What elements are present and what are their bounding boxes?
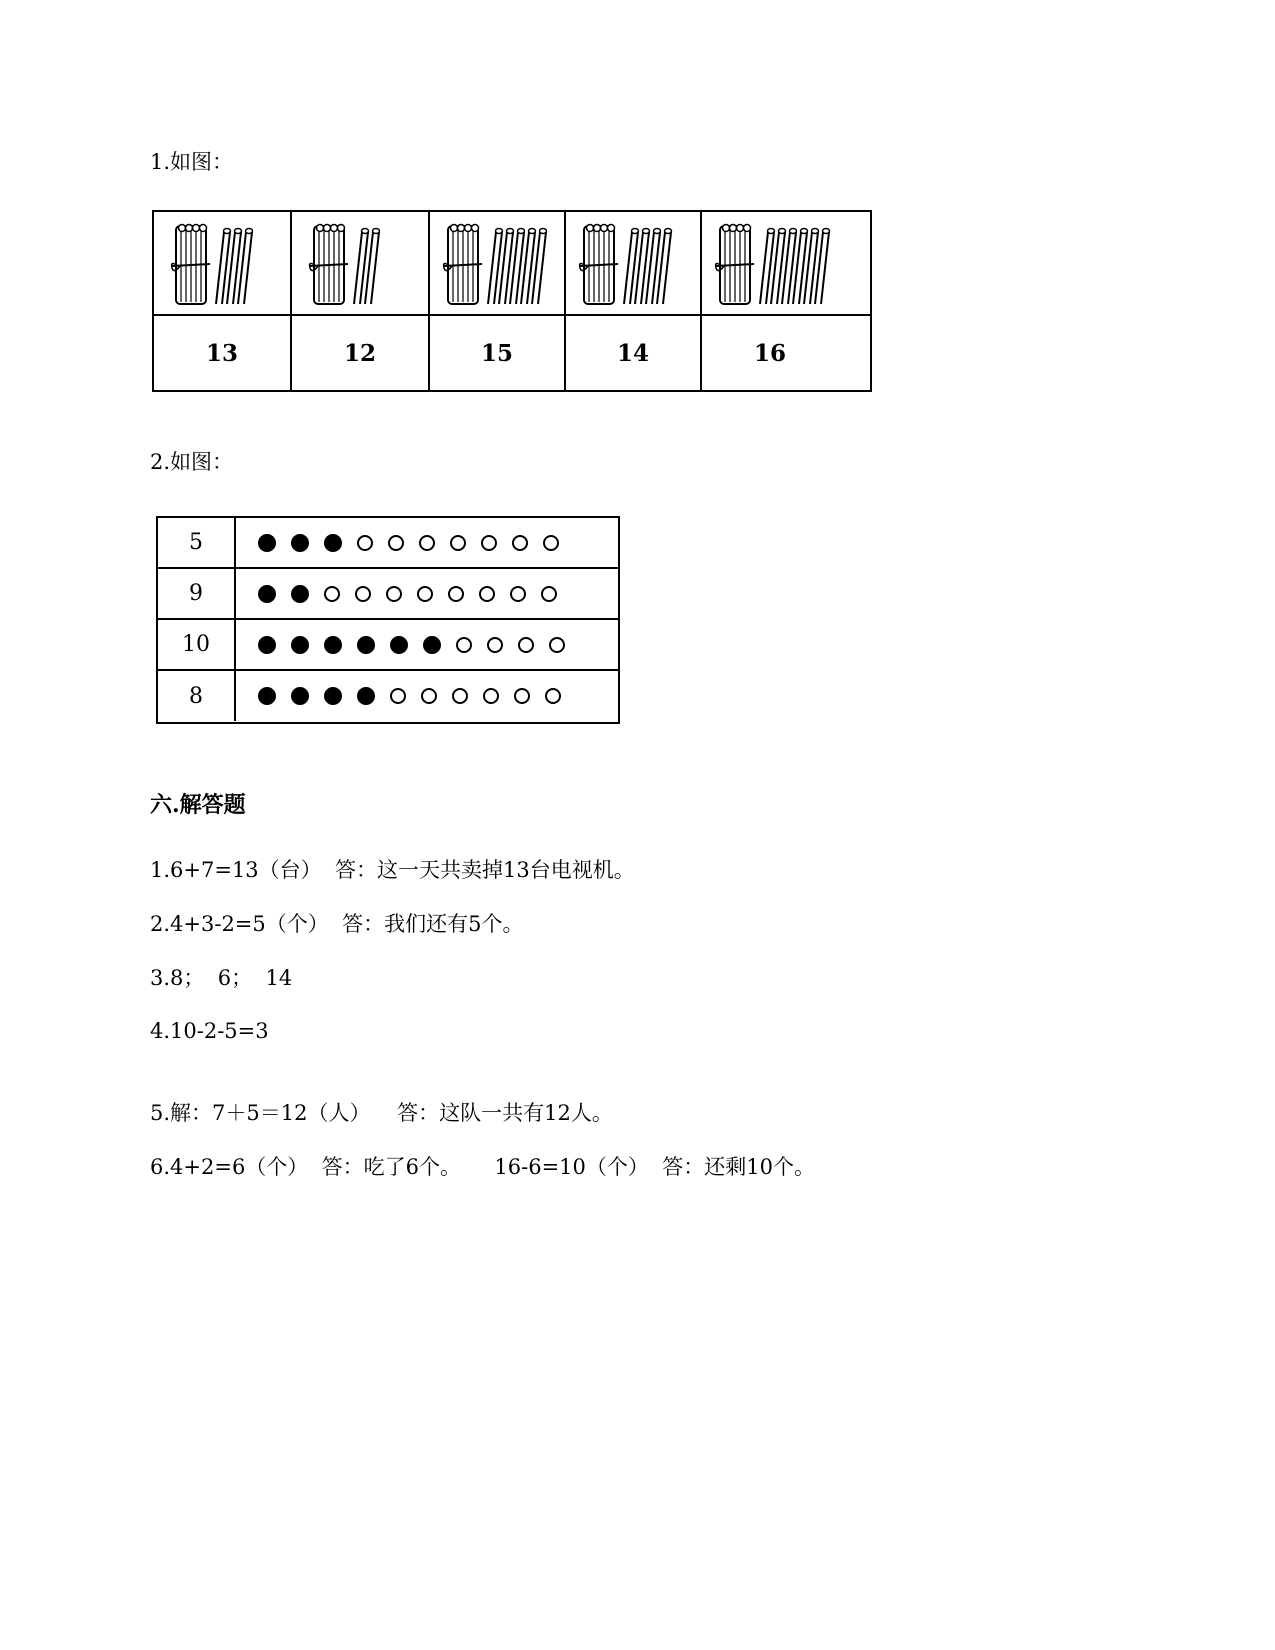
dot-row-label: 5 — [158, 518, 236, 567]
empty-dot — [456, 637, 472, 653]
empty-dot — [419, 535, 435, 551]
q2-label: 2.如图： — [150, 450, 234, 474]
bundle-cell — [702, 212, 870, 390]
bundle-value: 14 — [616, 339, 649, 367]
bundle-cell — [154, 212, 292, 390]
filled-dot — [291, 534, 309, 552]
empty-dot — [417, 586, 433, 602]
empty-dot — [452, 688, 468, 704]
answer-2: 2.4+3-2=5（个） 答：我们还有5个。 — [150, 912, 524, 936]
answer-6: 6.4+2=6（个） 答：吃了6个。 16-6=10（个） 答：还剩10个。 — [150, 1155, 815, 1179]
filled-dot — [291, 585, 309, 603]
filled-dot — [324, 636, 342, 654]
dot-row-label: 9 — [158, 569, 236, 618]
stick-bundle-icon — [310, 225, 348, 305]
filled-dot — [291, 636, 309, 654]
filled-dot — [258, 534, 276, 552]
empty-dot — [390, 688, 406, 704]
bundle-value: 13 — [205, 339, 238, 367]
stick-bundle-icon — [444, 225, 482, 305]
empty-dot — [481, 535, 497, 551]
dot-row-dots — [236, 569, 618, 618]
stick-bundle-icon — [172, 225, 210, 305]
dot-row-label: 10 — [158, 620, 236, 669]
bundle-picture — [292, 212, 428, 316]
filled-dot — [357, 687, 375, 705]
filled-dot — [258, 636, 276, 654]
empty-dot — [450, 535, 466, 551]
answer-3: 3.8； 6； 14 — [150, 966, 293, 990]
empty-dot — [421, 688, 437, 704]
empty-dot — [479, 586, 495, 602]
empty-dot — [386, 586, 402, 602]
dot-row-label: 8 — [158, 671, 236, 721]
dot-row-dots — [236, 518, 618, 567]
dot-row — [158, 671, 618, 721]
bundle-cell — [566, 212, 702, 390]
dot-row-dots — [236, 671, 618, 721]
q1-label: 1.如图： — [150, 150, 234, 174]
section-title: 六.解答题 — [150, 792, 246, 818]
filled-dot — [423, 636, 441, 654]
answer-4: 4.10-2-5=3 — [150, 1019, 269, 1043]
filled-dot — [357, 636, 375, 654]
empty-dot — [543, 535, 559, 551]
bundle-value: 16 — [754, 339, 787, 367]
bundle-picture — [430, 212, 564, 316]
empty-dot — [388, 535, 404, 551]
bundle-value: 15 — [480, 339, 513, 367]
bundle-cell — [292, 212, 430, 390]
empty-dot — [518, 637, 534, 653]
dot-row-dots — [236, 620, 618, 669]
dot-row — [158, 569, 618, 620]
empty-dot — [541, 586, 557, 602]
answer-5: 5.解：7＋5＝12（人） 答：这队一共有12人。 — [150, 1101, 613, 1125]
dot-table — [156, 516, 620, 724]
empty-dot — [487, 637, 503, 653]
answer-1: 1.6+7=13（台） 答：这一天共卖掉13台电视机。 — [150, 858, 635, 882]
filled-dot — [390, 636, 408, 654]
empty-dot — [549, 637, 565, 653]
empty-dot — [483, 688, 499, 704]
empty-dot — [357, 535, 373, 551]
empty-dot — [448, 586, 464, 602]
empty-dot — [512, 535, 528, 551]
bundle-picture — [702, 212, 870, 316]
filled-dot — [258, 687, 276, 705]
empty-dot — [514, 688, 530, 704]
filled-dot — [324, 534, 342, 552]
stick-bundle-icon — [716, 225, 754, 305]
stick-bundle-icon — [580, 225, 618, 305]
filled-dot — [324, 687, 342, 705]
empty-dot — [324, 586, 340, 602]
bundle-table — [152, 210, 872, 392]
bundle-picture — [566, 212, 700, 316]
bundle-value: 12 — [343, 339, 376, 367]
bundle-picture — [154, 212, 290, 316]
filled-dot — [291, 687, 309, 705]
dot-row — [158, 620, 618, 671]
filled-dot — [258, 585, 276, 603]
empty-dot — [545, 688, 561, 704]
bundle-cell — [430, 212, 566, 390]
empty-dot — [510, 586, 526, 602]
empty-dot — [355, 586, 371, 602]
dot-row — [158, 518, 618, 569]
